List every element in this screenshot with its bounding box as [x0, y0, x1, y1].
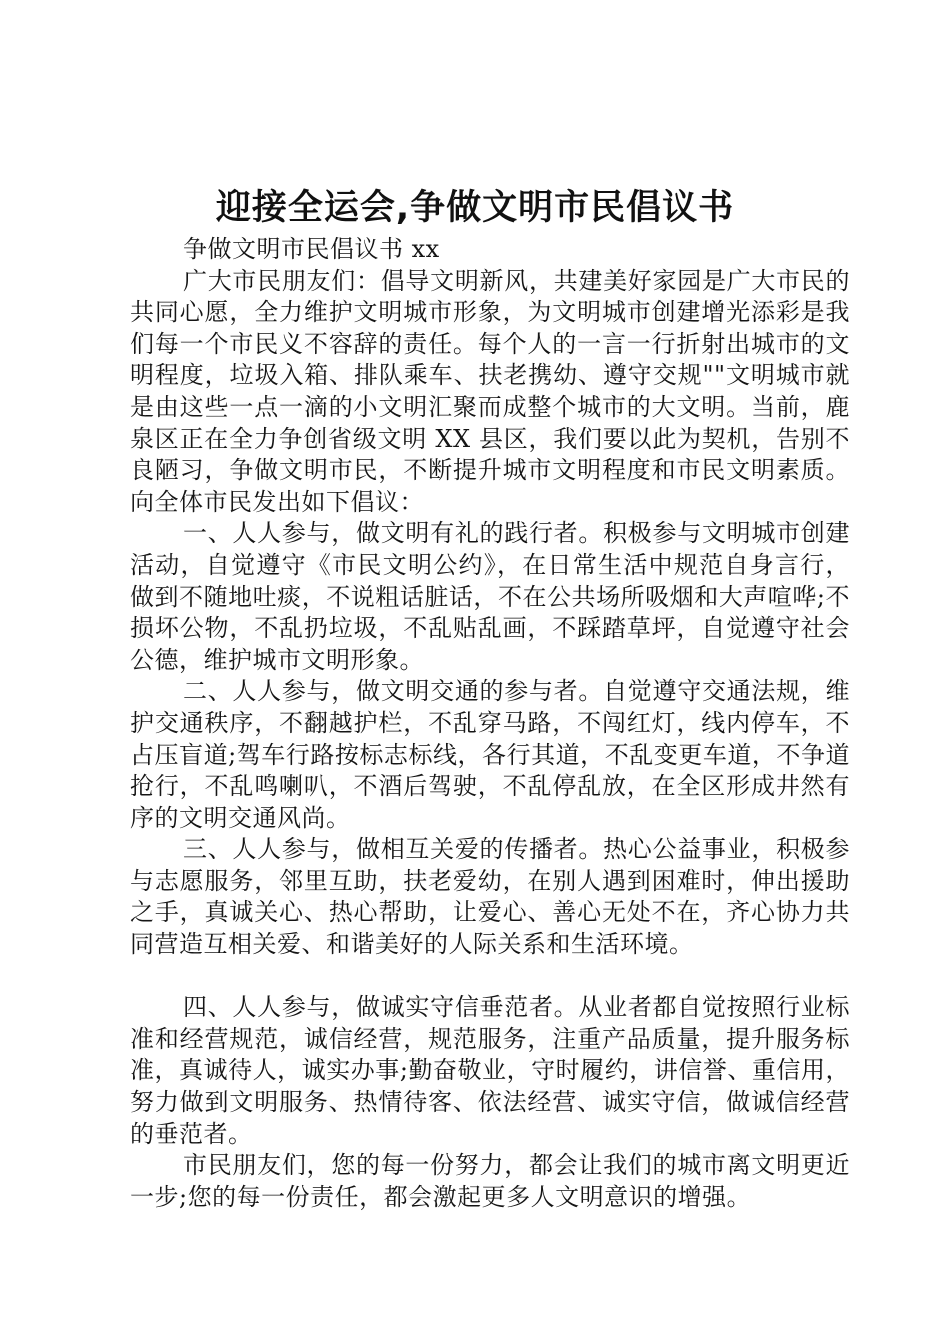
- paragraph-proposal-two: 二、人人参与，做文明交通的参与者。自觉遵守交通法规，维护交通秩序，不翻越护栏，不乱穿马路，不闯红灯，线内停车，不占压盲道;驾车行路按标志标线，各行其道，不乱变更车道，不争道抢行，不乱鸣喇叭，不酒后驾驶，不乱停乱放，在全区形成井然有序的文明交通风尚。: [130, 677, 850, 832]
- document-title: 迎接全运会,争做文明市民倡议书: [215, 188, 735, 228]
- paragraph-closing: 市民朋友们，您的每一份努力，都会让我们的城市离文明更近一步;您的每一份责任，都会激起更多人文明意识的增强。: [130, 1151, 850, 1211]
- paragraph-proposal-three: 三、人人参与，做相互关爱的传播者。热心公益事业，积极参与志愿服务，邻里互助，扶老爱幼，在别人遇到困难时，伸出援助之手，真诚关心、热心帮助，让爱心、善心无处不在，齐心协力共同营造互相关爱、和谐美好的人际关系和生活环境。: [130, 835, 850, 959]
- document-body: [130, 234, 850, 1213]
- paragraph-proposal-four: 四、人人参与，做诚实守信垂范者。从业者都自觉按照行业标准和经营规范，诚信经营，规范服务，注重产品质量，提升服务标准，真诚待人，诚实办事;勤奋敬业，守时履约，讲信誉、重信用，努力做到文明服务、热情待客、依法经营、诚实守信，做诚信经营的垂范者。: [130, 993, 850, 1148]
- paragraph-subtitle: 争做文明市民倡议书 xx: [183, 235, 440, 263]
- paragraph-proposal-one: 一、人人参与，做文明有礼的践行者。积极参与文明城市创建活动，自觉遵守《市民文明公约》，在日常生活中规范自身言行，做到不随地吐痰，不说粗话脏话，不在公共场所吸烟和大声喧哗;不损坏公物，不乱扔垃圾，不乱贴乱画，不踩踏草坪，自觉遵守社会公德，维护城市文明形象。: [130, 519, 850, 674]
- paragraph-gap: [130, 961, 850, 993]
- paragraph-introduction: 广大市民朋友们：倡导文明新风，共建美好家园是广大市民的共同心愿，全力维护文明城市形象，为文明城市创建增光添彩是我们每一个市民义不容辞的责任。每个人的一言一行折射出城市的文明程度，垃圾入箱、排队乘车、扶老携幼、遵守交规""文明城市就是由这些一点一滴的小文明汇聚而成整个城市的大文明。当前，鹿泉区正在全力争创省级文明 XX 县区，我们要以此为契机，告别不良陋习，争做文明市民，不断提升城市文明程度和市民文明素质。向全体市民发出如下倡议：: [130, 266, 850, 516]
